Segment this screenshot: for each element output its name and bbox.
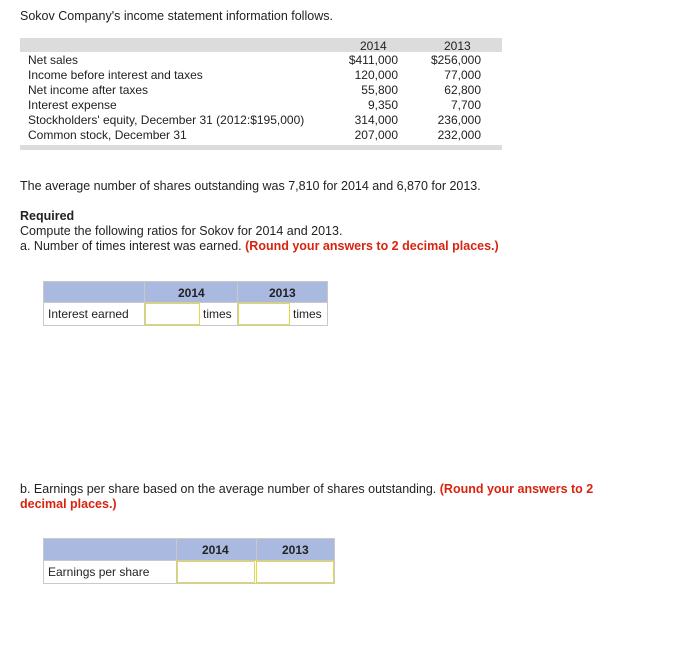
eps-grid-header	[43, 538, 335, 561]
part-b-prefix: b.	[20, 482, 31, 496]
grid-a-col-2014: 2014	[178, 286, 205, 300]
part-b-rounding-note: (Round your answers to 2 decimal places.)	[20, 482, 594, 511]
statement-row-ebit: Income before interest and taxes 120,000 77,000	[28, 68, 481, 82]
compute-instruction: Compute the following ratios for Sokov for 2014 and 2013.	[20, 224, 343, 238]
part-a-rounding-note: (Round your answers to 2 decimal places.)	[245, 239, 499, 253]
part-b-question	[20, 482, 640, 512]
grid-a-col-2013: 2013	[269, 286, 296, 300]
statement-header-bar	[20, 38, 502, 52]
required-heading: Required	[20, 209, 75, 223]
grid-b-col-2013: 2013	[282, 543, 309, 557]
grid-a-separator	[237, 281, 238, 303]
part-a-prefix: a.	[20, 239, 31, 253]
eps-2014-input[interactable]	[177, 561, 255, 583]
income-statement-table	[20, 38, 502, 150]
statement-row-stockholders-equity: Stockholders' equity, December 31 (2012:$195,000) 314,000 236,000	[28, 113, 481, 127]
statement-year-2013: 2013	[444, 39, 471, 53]
part-a-question	[20, 239, 499, 253]
eps-2013-input[interactable]	[256, 561, 334, 583]
interest-earned-2013-input[interactable]	[238, 303, 290, 325]
statement-row-interest-expense: Interest expense 9,350 7,700	[28, 98, 481, 112]
statement-year-2014: 2014	[360, 39, 387, 53]
grid-a-separator	[144, 281, 145, 303]
part-b-text: Earnings per share based on the average number of shares outstanding.	[33, 482, 437, 496]
grid-b-separator	[256, 538, 257, 561]
grid-b-separator	[176, 538, 177, 561]
interest-earned-2014-input[interactable]	[145, 303, 200, 325]
intro-text: Sokov Company's income statement information follows.	[20, 9, 333, 23]
times-unit-2013: times	[293, 307, 322, 321]
statement-row-net-income: Net income after taxes 55,800 62,800	[28, 83, 481, 97]
grid-b-col-2014: 2014	[202, 543, 229, 557]
eps-label: Earnings per share	[48, 565, 150, 579]
times-unit-2014: times	[203, 307, 232, 321]
interest-earned-grid-header	[43, 281, 328, 303]
average-shares-text: The average number of shares outstanding was 7,810 for 2014 and 6,870 for 2013.	[20, 179, 481, 193]
statement-row-net-sales: Net sales $411,000 $256,000	[28, 53, 481, 67]
part-a-text: Number of times interest was earned.	[33, 239, 242, 253]
interest-earned-label: Interest earned	[48, 307, 129, 321]
statement-row-common-stock: Common stock, December 31 207,000 232,000	[28, 128, 481, 142]
statement-footer-bar	[20, 145, 502, 150]
